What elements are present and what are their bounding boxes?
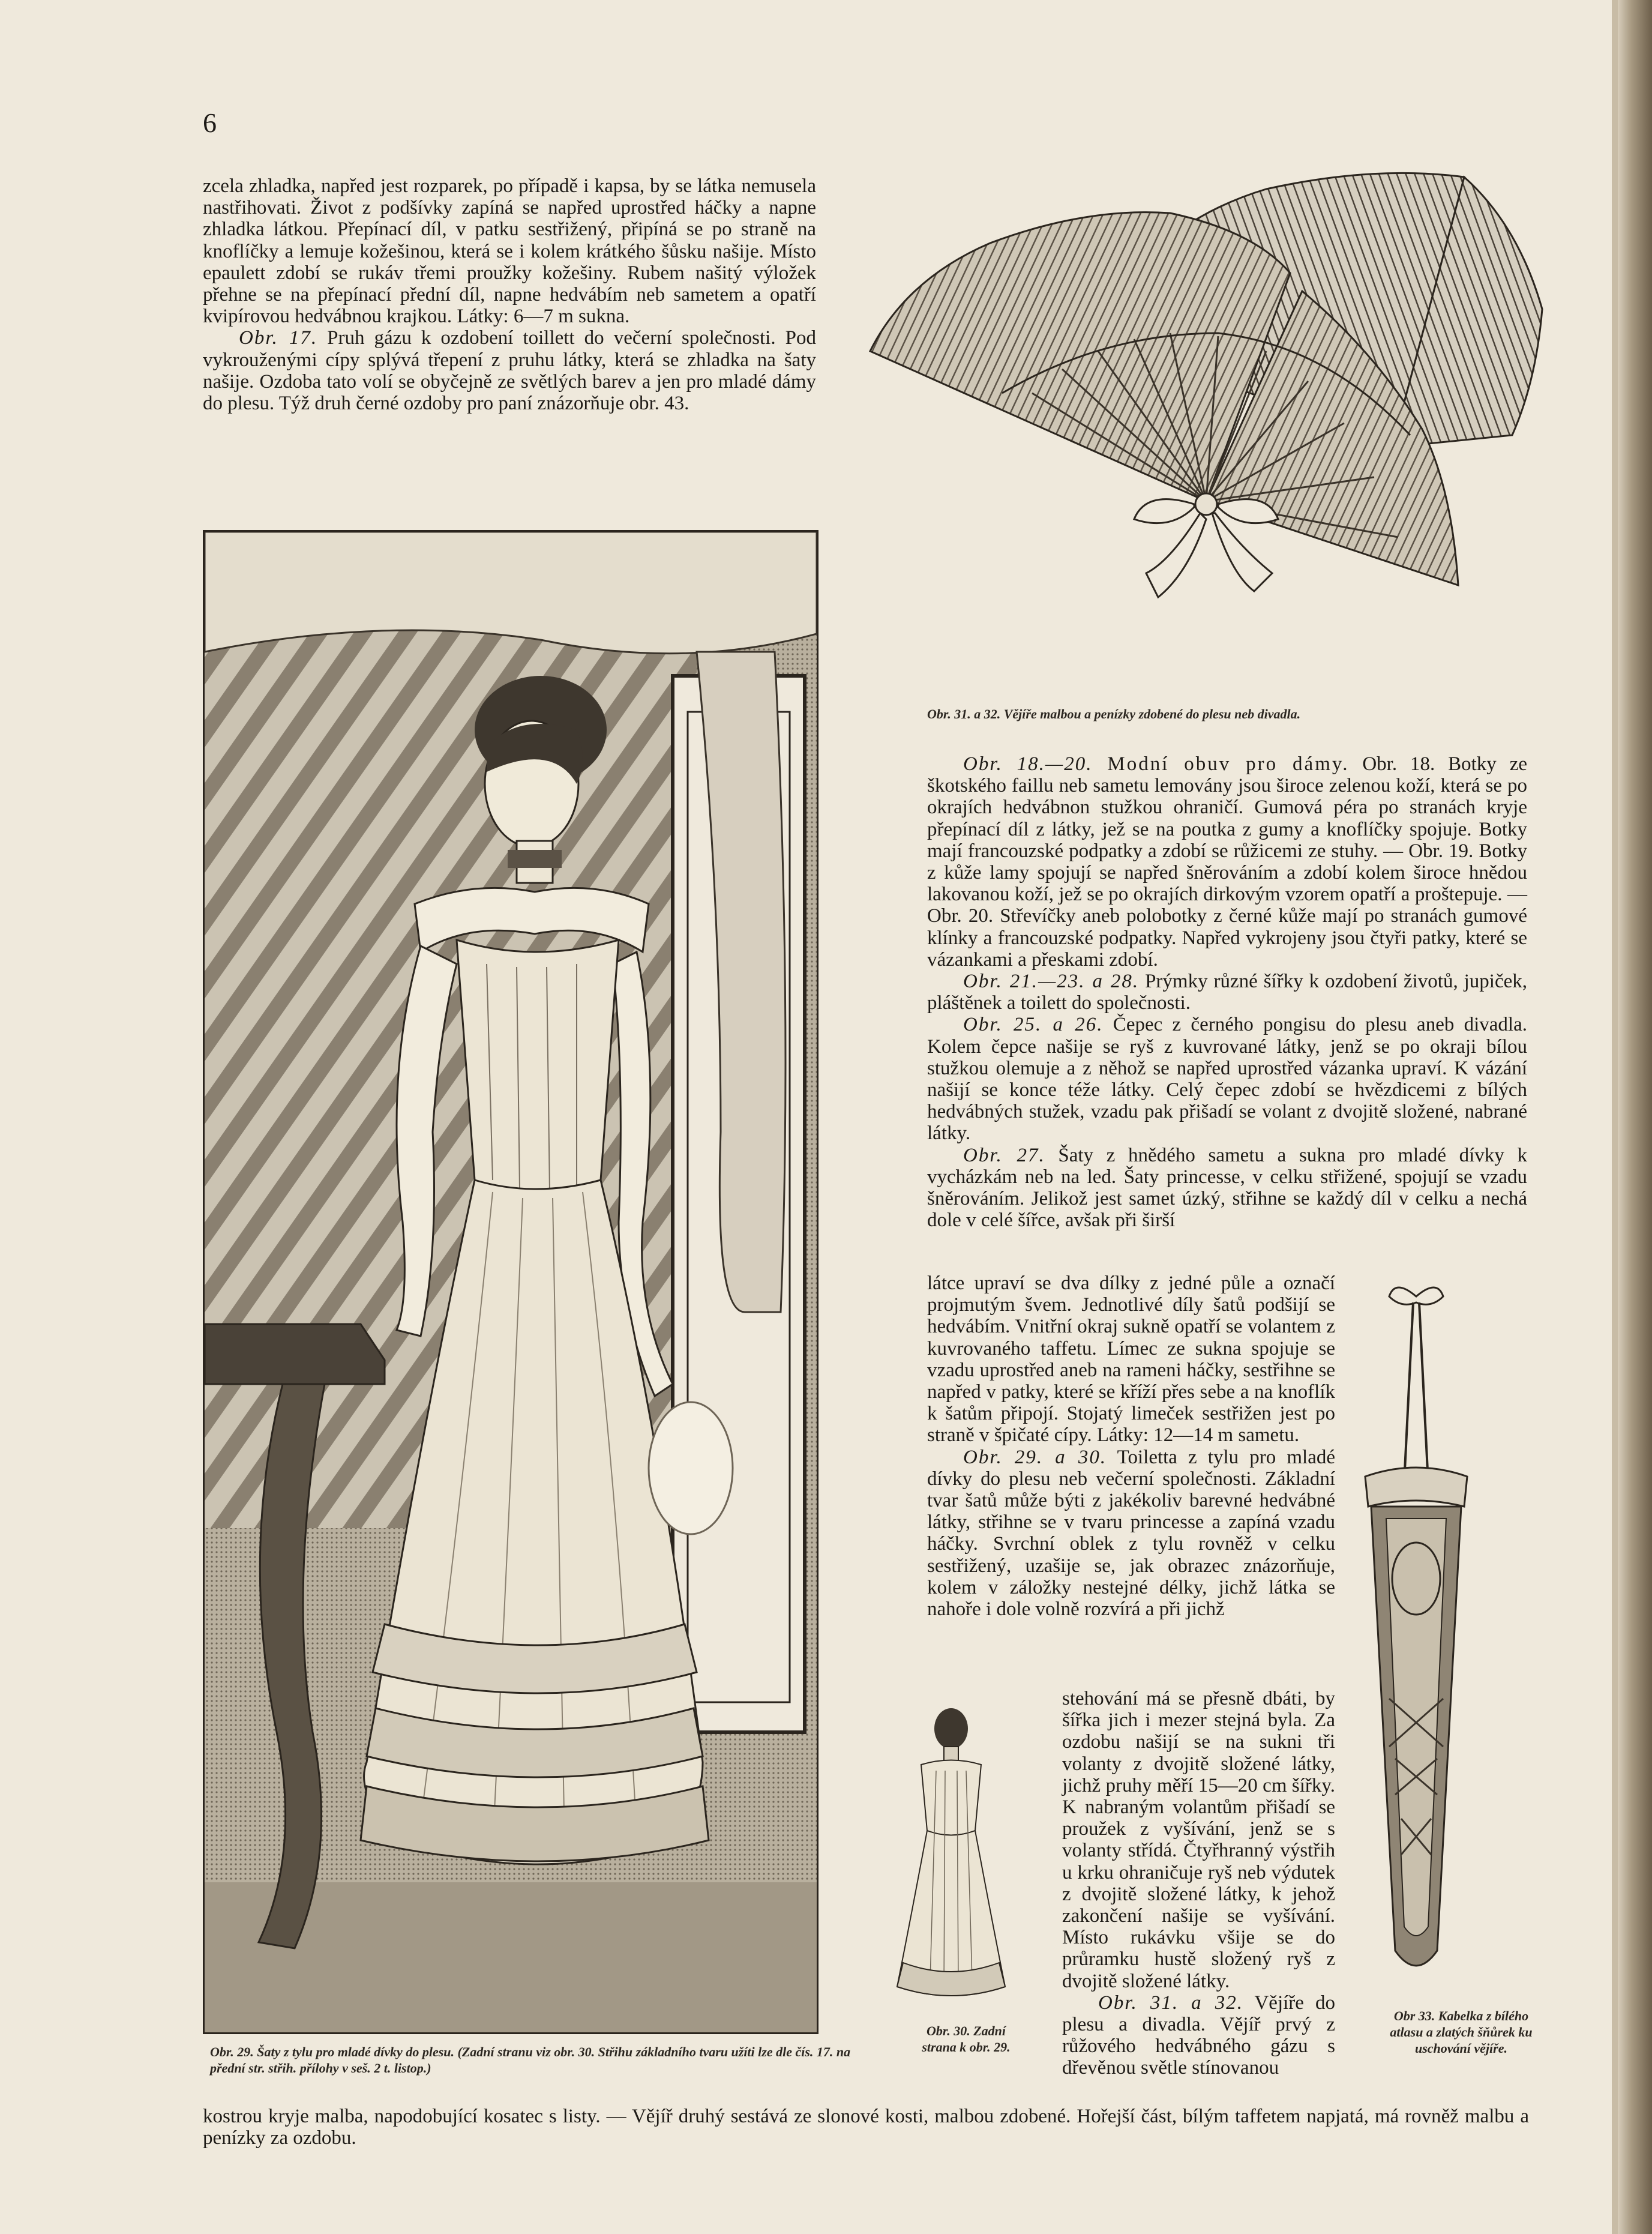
text-column-right-narrowest — [1062, 1688, 1335, 2079]
figure-ref: Obr. 31. a 32. — [1098, 1992, 1243, 2014]
text-bottom-fullwidth — [203, 2106, 1529, 2149]
text-column-right — [927, 753, 1527, 1231]
bag-illustration — [1347, 1278, 1485, 1999]
page-edge — [1612, 0, 1618, 2234]
figure-ref: Obr. 29. a 30. — [963, 1446, 1107, 1468]
paragraph-obr31-32 — [1062, 1992, 1335, 2079]
text-column-top-left — [203, 175, 816, 414]
figure-ref: Obr. 17. — [239, 327, 318, 349]
figure-ref: Obr. 21.—23. a 28. — [963, 971, 1140, 993]
paragraph-obr27-cont: látce upraví se dva dílky z jedné půle a označí projmutým švem. Jednotlivé díly šatů podšijí se hedvábím. Vnitřní okraj sukně opatří se volantem z kuvrovaného taffetu. Límec ze sukna spojuje se vzadu uprostřed aneb na rameni háčky, sestřihne se napřed v patky, které se kříží přes sebe a na knoflík k šatům připojí. Stojatý limeček sestřižen jest po straně v špičaté cípy. Látky: 12—14 m sametu. — [927, 1272, 1335, 1447]
paragraph-text: Obr. 18. Botky ze škotského faillu neb sametu lemovány jsou široce zelenou koží, která se po okrajích hedvábnon stužkou ohraničí. Gumová péra po stranách kryje přepínací díl z látky, jež se na poutka z gumy a knoflíčky spojuje. Botky mají francouzské podpatky a zdobí se růžicemi ze stuhy. — Obr. 19. Botky z kůže lamy spojují se napřed šněrováním a zdobí kolem široce hnědou lakovanou koží, jež se po okrajích dirkovým vzorem opatří a proštepuje. — Obr. 20. Střevíčky aneb polobotky z černé kůže mají po stranách gumové klínky a francouzské podpatky. Napřed vykrojeny jsou čtyři patky, které se vázankami a přeskami zdobí. — [927, 753, 1527, 971]
paragraph-obr27 — [927, 1145, 1527, 1232]
paragraph-text: Čepec z černého pongisu do plesu aneb divadla. Kolem čepce našije se ryš z kuvrované látky, jenž se po okraji bílou stužkou olemuje a z něhož se napřed uprostřed vázanka upraví. K vázání našijí se konce téže látky. Celý čepec zdobí se hvězdicemi z bílých hedvábných stužek, vzadu pak přišadí se volant z dvojitě složené, nabrané látky. — [927, 1014, 1527, 1145]
caption-back-view: Obr. 30. Zadní strana k obr. 29. — [922, 2023, 1011, 2055]
page-number: 6 — [203, 107, 217, 138]
dress-illustration — [203, 530, 818, 2034]
paragraph-obr16-cont: zcela zhladka, napřed jest rozparek, po případě i kapsa, by se látka nemusela nastřihovati. Život z podšívky zapíná se napřed uprostřed háčky a napne zhladka látkou. Přepínací díl, v patku sestřižený, připíná se po straně na knoflíčky a lemuje kožešinou, která se i kolem krátkého šůsku našije. Místo epaulett zdobí se rukáv třemi proužky kožešiny. Rubem našitý výložek přehne se na přepínací přední díl, napne hedvábím neb sametem a opatří kvipírovou hedvábnou krajkou. Látky: 6—7 m sukna. — [203, 175, 816, 328]
text-column-right-narrow — [927, 1272, 1335, 1620]
bag-drawing — [1347, 1278, 1485, 1999]
caption-fans: Obr. 31. a 32. Vějíře malbou a penízky zdobené do plesu neb divadla. — [927, 706, 1301, 721]
paragraph-text: Prýmky různé šířky k ozdobení životů, jupiček, pláštěnek a toilett do společnosti. — [927, 971, 1527, 1014]
paragraph-text: Šaty z hnědého sametu a sukna pro mladé dívky k vycházkám neb na led. Šaty princesse, v celku střižené, spojují se vzadu šněrováním. Jelikož jest samet úzký, střihne se každý díl v celku a nechá dole v celé šířce, avšak při širší — [927, 1144, 1527, 1232]
paragraph-obr17 — [203, 327, 816, 414]
fans-drawing — [834, 153, 1548, 633]
paragraph-obr18-20 — [927, 753, 1527, 971]
paragraph-obr31-32-cont: kostrou kryje malba, napodobující kosatec s listy. — Vějíř druhý sestává ze slonové kosti, malbou zdobené. Hořejší část, bílým taffetem napjatá, má rovněž malbu a penízky za ozdobu. — [203, 2106, 1529, 2149]
figure-ref: Obr. 18.—20. — [963, 753, 1093, 775]
back-view-drawing — [873, 1699, 1029, 2011]
figure-ref: Obr. 27. — [963, 1144, 1045, 1166]
fans-illustration — [834, 153, 1548, 633]
paragraph-obr25-26 — [927, 1014, 1527, 1144]
figure-ref: Obr. 25. a 26. — [963, 1014, 1104, 1036]
caption-bag: Obr 33. Kabelka z bílého atlasu a zlatých šňůrek ku uschování vějíře. — [1390, 2008, 1533, 2056]
paragraph-obr21-23 — [927, 971, 1527, 1014]
paragraph-text: Toiletta z tylu pro mladé dívky do plesu neb večerní společnosti. Základní tvar šatů může býti z jakékoliv barevné hedvábné látky, střihne se v tvaru princesse a zapíná vzadu háčky. Svrchní oblek z tylu rovněž v celku sestřižený, uzašije se, jak obrazec znázorňuje, kolem v záložky nestejné délky, jichž látka se nahoře i dole volně rozvírá a při jichž — [927, 1446, 1335, 1621]
paragraph-obr29-30 — [927, 1447, 1335, 1621]
paragraph-text: Pruh gázu k ozdobení toillett do večerní společnosti. Pod vykrouženými cípy splývá třepení z pruhu látky, která se zhladka na šaty našije. Ozdoba tato volí se obyčejně ze světlých barev a jen pro mladé dámy do plesu. Týž druh černé ozdoby pro paní znázorňuje obr. 43. — [203, 327, 816, 415]
caption-dress: Obr. 29. Šaty z tylu pro mladé dívky do plesu. (Zadní stranu viz obr. 30. Střihu základního tvaru užíti lze dle čís. 17. na přední str. střih. přílohy v seš. 2 t. listop.) — [210, 2044, 851, 2076]
paragraph-obr29-cont: stehování má se přesně dbáti, by šířka jich i mezer stejná byla. Za ozdobu našijí se na sukni tři volanty z dvojitě složené látky, jichž pruhy měří 15—20 cm šířky. K nabraným volantům přišadí se proužek z vyšívání, jenž se s volanty střídá. Čtyřhranný výstřih u krku ohraničuje ryš neb výdutek z dvojitě složené látky, k jehož zakončení našije se vyšívání. Místo rukávku všije se do průramku hustě složený ryš z dvojitě složené látky. — [1062, 1688, 1335, 1992]
paragraph-title: Modní obuv pro dámy. — [1092, 753, 1350, 775]
dress-drawing — [205, 532, 817, 2032]
book-spine — [1617, 0, 1652, 2234]
back-view-illustration — [873, 1699, 1029, 2011]
paragraph-text: Vějíře do plesu a divadla. Vějíř prvý z růžového hedvábného gázu s dřevěnou světle stínovanou — [1062, 1992, 1335, 2079]
